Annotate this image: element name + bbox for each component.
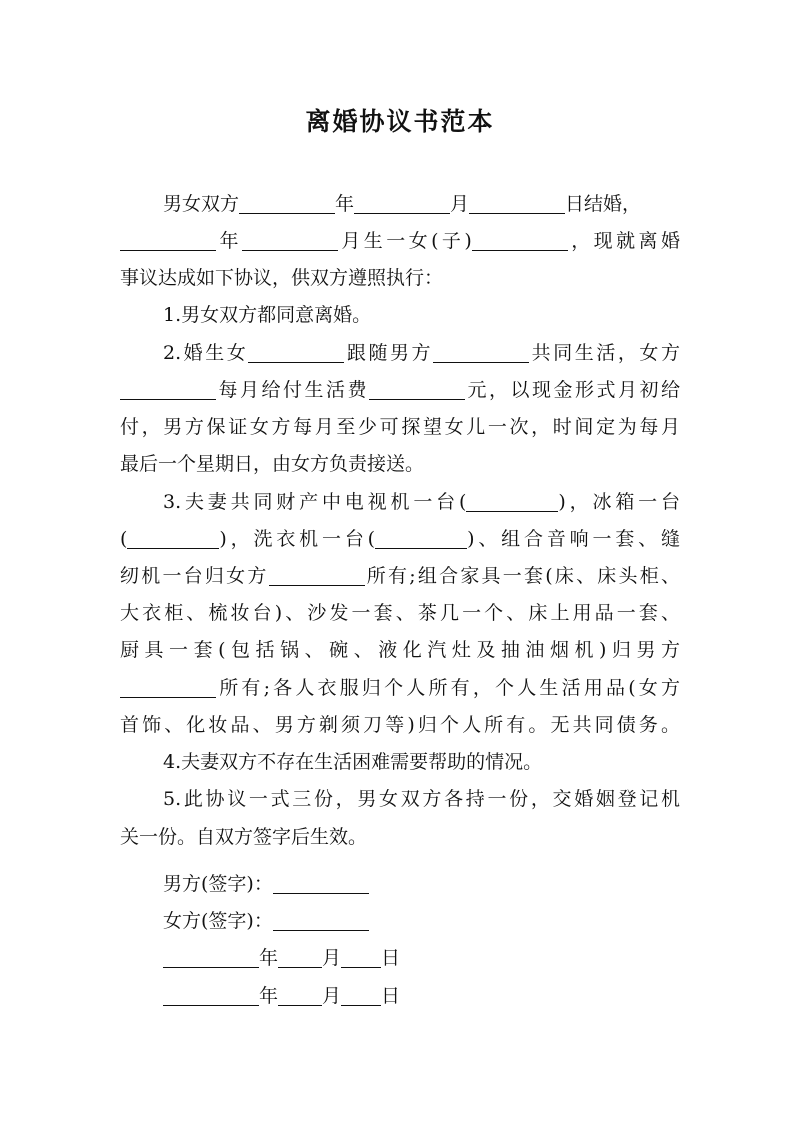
blank-field xyxy=(242,230,338,251)
signature-blank xyxy=(273,873,369,894)
clause-3-line-6: 所有;各人衣服归个人所有，个人生活用品(女方 xyxy=(120,676,680,700)
opening-line-3: 事议达成如下协议，供双方遵照执行： xyxy=(120,267,444,289)
clause-5-line-2: 关一份。自双方签字后生效。 xyxy=(120,826,368,848)
female-signature-line: 女方(签字)： xyxy=(163,909,723,933)
blank-field xyxy=(375,528,467,549)
blank-field xyxy=(369,379,465,400)
clause-2-line-3: 付，男方保证女方每月至少可探望女儿一次，时间定为每月 xyxy=(120,416,680,438)
clause-3-line-1: 3.夫妻共同财产中电视机一台( )，冰箱一台 xyxy=(163,491,680,513)
blank-field xyxy=(127,528,219,549)
blank-field xyxy=(472,230,568,251)
date-line-2: 年 月 日 xyxy=(163,984,723,1008)
date-line-1: 年 月 日 xyxy=(163,946,723,970)
opening-line-2: 年 月生一女(子) ，现就离婚 xyxy=(120,229,680,253)
blank-field xyxy=(239,193,335,214)
clause-3-line-7: 首饰、化妆品、男方剃须刀等)归个人所有。无共同债务。 xyxy=(120,714,680,736)
clause-2-line-2: 每月给付生活费 元，以现金形式月初给 xyxy=(120,378,680,402)
blank-field xyxy=(466,491,558,512)
date-blank xyxy=(278,947,322,968)
clause-3-line-2: ( )，洗衣机一台( )、组合音响一套、缝 xyxy=(120,528,681,550)
date-blank xyxy=(278,985,322,1006)
blank-field xyxy=(354,193,450,214)
clause-2-line-1: 2.婚生女 跟随男方 共同生活，女方 xyxy=(163,342,680,364)
clause-3-line-5: 厨具一套(包括锅、碗、液化汽灶及抽油烟机)归男方 xyxy=(120,639,680,661)
signature-blank xyxy=(273,910,369,931)
blank-field xyxy=(433,342,529,363)
clause-2-line-4: 最后一个星期日，由女方负责接送。 xyxy=(120,453,425,475)
clause-1: 1.男女双方都同意离婚。 xyxy=(163,304,372,326)
date-blank xyxy=(341,985,381,1006)
clause-5-line-1: 5.此协议一式三份，男女双方各持一份，交婚姻登记机 xyxy=(163,788,680,810)
clause-3-line-4: 大衣柜、梳妆台)、沙发一套、茶几一个、床上用品一套、 xyxy=(120,602,680,624)
blank-field xyxy=(469,193,565,214)
blank-field xyxy=(120,230,216,251)
clause-4: 4.夫妻双方不存在生活困难需要帮助的情况。 xyxy=(163,751,543,773)
blank-field xyxy=(120,379,216,400)
blank-field xyxy=(248,342,344,363)
date-blank xyxy=(163,947,259,968)
clause-3-line-3: 纫机一台归女方 所有;组合家具一套(床、床头柜、 xyxy=(120,565,680,587)
male-signature-line: 男方(签字)： xyxy=(163,872,723,896)
date-blank xyxy=(341,947,381,968)
date-blank xyxy=(163,985,259,1006)
document-title: 离婚协议书范本 xyxy=(305,107,495,136)
blank-field xyxy=(269,565,365,586)
blank-field xyxy=(120,677,216,698)
opening-line-1: 男女双方 年 月 日结婚， xyxy=(163,193,642,215)
